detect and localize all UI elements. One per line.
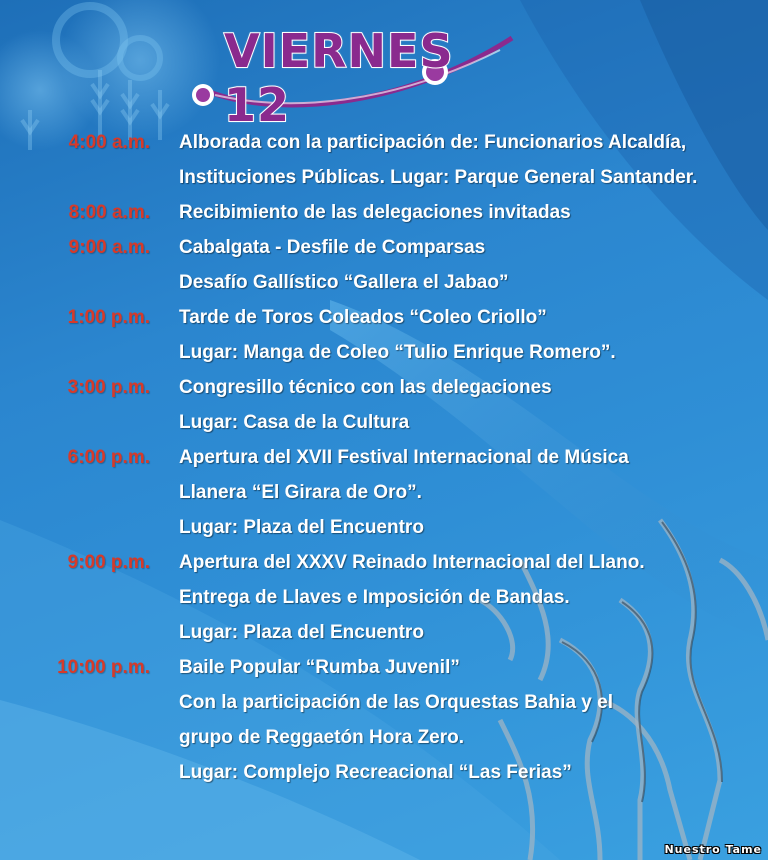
schedule-row [0, 200, 768, 235]
event-description: Lugar: Plaza del Encuentro [179, 517, 424, 538]
schedule-list [0, 130, 768, 795]
event-time: 10:00 p.m. [57, 657, 150, 678]
event-description: Lugar: Complejo Recreacional “Las Ferias” [179, 762, 572, 783]
event-description: Desafío Gallístico “Gallera el Jabao” [179, 272, 509, 293]
schedule-row [0, 585, 768, 620]
event-description: Lugar: Plaza del Encuentro [179, 622, 424, 643]
event-time: 8:00 a.m. [68, 202, 150, 223]
event-description: Entrega de Llaves e Imposición de Bandas. [179, 587, 570, 608]
event-description: Baile Popular “Rumba Juvenil” [179, 657, 460, 678]
schedule-row [0, 130, 768, 165]
schedule-row [0, 340, 768, 375]
title-banner [180, 18, 520, 132]
event-description: grupo de Reggaetón Hora Zero. [179, 727, 465, 748]
event-description: Instituciones Públicas. Lugar: Parque General Santander. [179, 167, 698, 188]
event-description: Tarde de Toros Coleados “Coleo Criollo” [179, 307, 547, 328]
event-description: Con la participación de las Orquestas Bahia y el [179, 692, 613, 713]
watermark: Nuestro Tame [664, 843, 762, 856]
schedule-row [0, 655, 768, 690]
event-description: Alborada con la participación de: Funcionarios Alcaldía, [179, 132, 687, 153]
event-time: 9:00 p.m. [67, 552, 150, 573]
schedule-row [0, 760, 768, 795]
page-title: VIERNES 12 [224, 24, 454, 132]
schedule-row [0, 445, 768, 480]
schedule-row [0, 235, 768, 270]
schedule-row [0, 620, 768, 655]
event-description: Recibimiento de las delegaciones invitadas [179, 202, 571, 223]
event-description: Congresillo técnico con las delegaciones [179, 377, 552, 398]
event-description: Lugar: Manga de Coleo “Tulio Enrique Romero”. [179, 342, 616, 363]
event-description: Cabalgata - Desfile de Comparsas [179, 237, 486, 258]
event-time: 4:00 a.m. [68, 132, 150, 153]
schedule-row [0, 410, 768, 445]
event-time: 3:00 p.m. [67, 377, 150, 398]
event-description: Apertura del XVII Festival Internacional de Música [179, 447, 629, 468]
event-time: 6:00 p.m. [67, 447, 150, 468]
event-description: Llanera “El Girara de Oro”. [179, 482, 422, 503]
event-description: Apertura del XXXV Reinado Internacional del Llano. [179, 552, 645, 573]
schedule-row [0, 480, 768, 515]
schedule-row [0, 165, 768, 200]
event-description: Lugar: Casa de la Cultura [179, 412, 410, 433]
schedule-row [0, 515, 768, 550]
schedule-row [0, 375, 768, 410]
schedule-row [0, 550, 768, 585]
schedule-row [0, 305, 768, 340]
event-time: 1:00 p.m. [67, 307, 150, 328]
schedule-row [0, 725, 768, 760]
event-time: 9:00 a.m. [68, 237, 150, 258]
schedule-row [0, 270, 768, 305]
schedule-row [0, 690, 768, 725]
